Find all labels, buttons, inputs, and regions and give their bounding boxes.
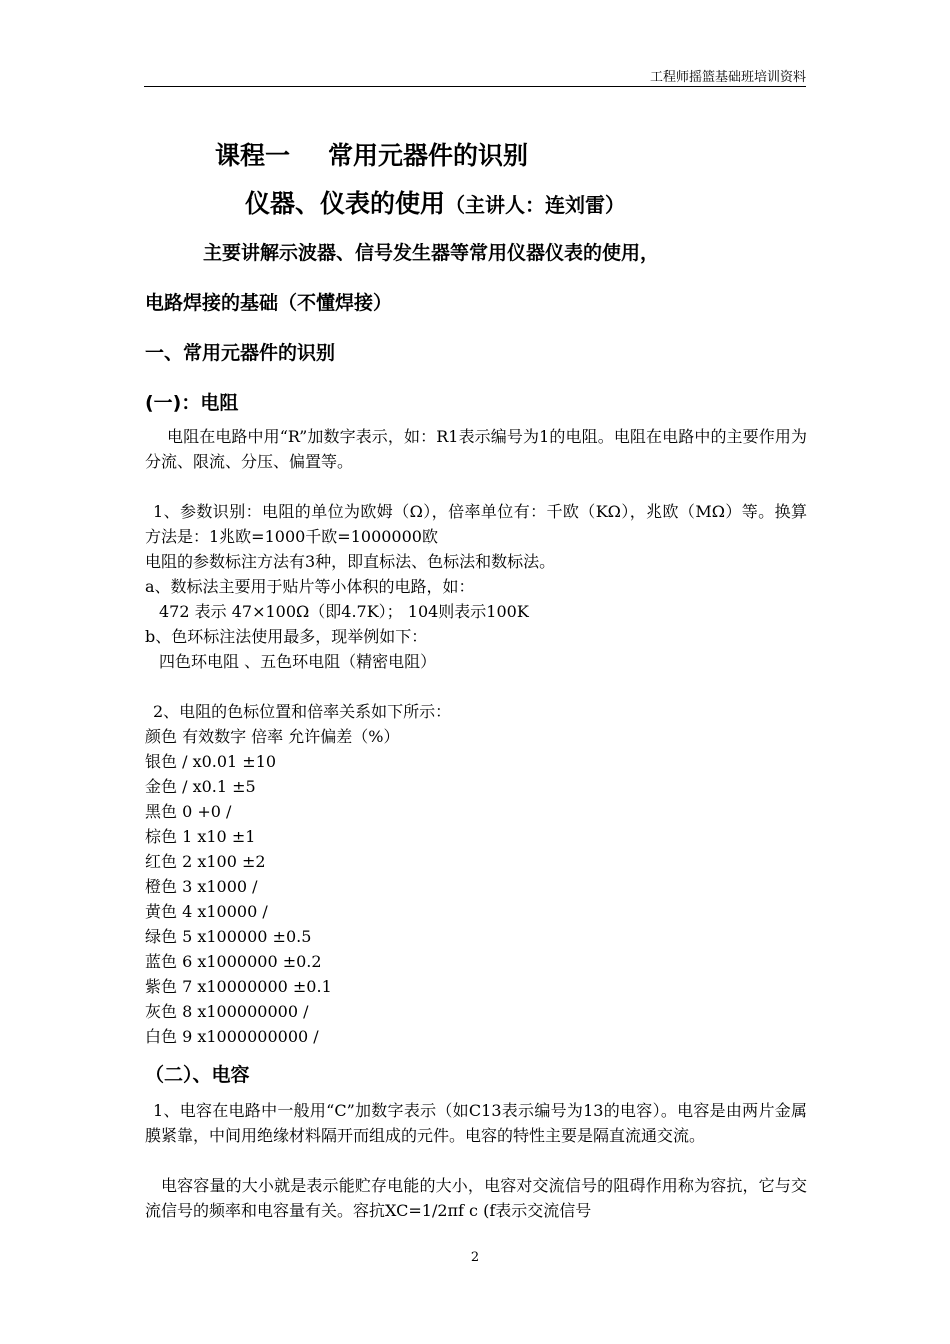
color-row: 银色 / x0.01 ±10 — [145, 752, 277, 771]
color-row: 绿色 5 x100000 ±0.5 — [145, 927, 312, 946]
course-title — [215, 136, 528, 172]
color-row: 橙色 3 x1000 / — [145, 877, 258, 896]
heading-welding: 电路焊接的基础（不懂焊接） — [145, 292, 393, 314]
text-line: 四色环电阻 、五色环电阻（精密电阻） — [159, 652, 437, 671]
text-line: a、数标法主要用于贴片等小体积的电路，如： — [145, 577, 475, 596]
text-line: b、色环标注法使用最多，现举例如下： — [145, 627, 428, 646]
course-subtitle — [245, 184, 625, 220]
course-label: 课程一 — [215, 141, 291, 170]
heading-section-1: 一、常用元器件的识别 — [145, 342, 336, 364]
color-row: 红色 2 x100 ±2 — [145, 852, 266, 871]
subtitle-main: 仪器、仪表的使用 — [245, 189, 446, 218]
capacitor-paragraph-1: 1、电容在电路中一般用“C”加数字表示（如C13表示编号为13的电容）。电容是由两片金属膜紧靠，中间用绝缘材料隔开而组成的元件。电容的特性主要是隔直流通交流。 — [145, 1101, 807, 1145]
header-text: 工程师摇篮基础班培训资料 — [649, 70, 806, 85]
resistor-intro: 电阻在电路中用“R”加数字表示，如：R1表示编号为1的电阻。电阻在电路中的主要作用为分流、限流、分压、偏置等。 — [145, 427, 807, 471]
color-row: 黄色 4 x10000 / — [145, 902, 268, 921]
capacitor-paragraph-2: 电容容量的大小就是表示能贮存电能的大小，电容对交流信号的阻碍作用称为容抗，它与交流信号的频率和电容量有关。容抗XC=1/2πf c (f表示交流信号 — [145, 1176, 807, 1220]
color-table-title: 2、电阻的色标位置和倍率关系如下所示： — [153, 702, 452, 721]
intro-text: 主要讲解示波器、信号发生器等常用仪器仪表的使用， — [203, 242, 660, 264]
course-topic: 常用元器件的识别 — [328, 141, 529, 170]
color-row: 紫色 7 x10000000 ±0.1 — [145, 977, 332, 996]
color-row: 金色 / x0.1 ±5 — [145, 777, 256, 796]
text-line: 472 表示 47×100Ω（即4.7K）； 104则表示100K — [159, 602, 529, 621]
page-number: 2 — [470, 1250, 480, 1265]
color-row: 蓝色 6 x1000000 ±0.2 — [145, 952, 322, 971]
color-table-header: 颜色 有效数字 倍率 允许偏差（%） — [145, 727, 400, 746]
color-row: 棕色 1 x10 ±1 — [145, 827, 256, 846]
heading-resistor: (一)：电阻 — [145, 392, 239, 414]
speaker-label: （主讲人：连刘雷） — [445, 193, 626, 217]
text-line: 电阻的参数标注方法有3种，即直标法、色标法和数标法。 — [145, 552, 556, 571]
color-row: 白色 9 x1000000000 / — [145, 1027, 319, 1046]
param-paragraph: 1、参数识别：电阻的单位为欧姆（Ω），倍率单位有：千欧（KΩ），兆欧（MΩ）等。换算方法是：1兆欧=1000千欧=1000000欧 — [145, 502, 807, 546]
heading-capacitor: （二）、电容 — [145, 1064, 250, 1086]
page-header — [144, 62, 806, 87]
color-row: 灰色 8 x100000000 / — [145, 1002, 309, 1021]
color-row: 黑色 0 +0 / — [145, 802, 232, 821]
